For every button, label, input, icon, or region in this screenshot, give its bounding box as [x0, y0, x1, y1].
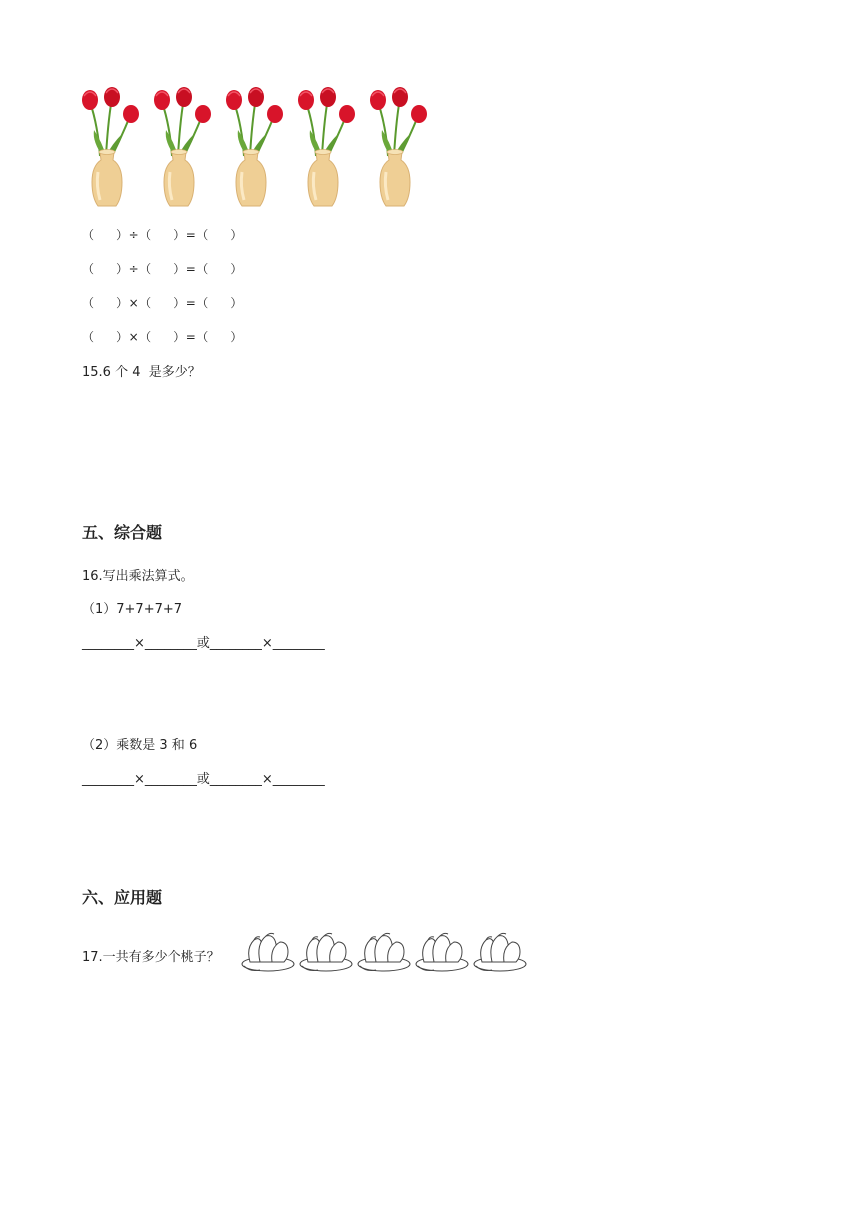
vase-with-tulips: [154, 87, 211, 206]
question-17-prompt: 17.一共有多少个桃子？: [82, 950, 220, 965]
question-15: 15.6 个 4 是多少？: [82, 365, 201, 380]
peach-plates-figure: [240, 928, 536, 978]
peach-plate: [474, 933, 526, 971]
question-16-part-1-answer[interactable]: ________×________或________×________: [82, 636, 325, 651]
peach-plate: [416, 933, 468, 971]
vase-with-tulips: [370, 87, 427, 206]
vase-with-tulips: [82, 87, 139, 206]
equation-blank-3[interactable]: （ ）×（ ）=（ ）: [82, 296, 243, 310]
tulip-vases-figure: [78, 86, 438, 212]
question-16-part-2-answer[interactable]: ________×________或________×________: [82, 772, 325, 787]
equation-blank-1[interactable]: （ ）÷（ ）=（ ）: [82, 228, 243, 242]
peach-plate: [300, 933, 352, 971]
vase-with-tulips: [298, 87, 355, 206]
equation-blank-2[interactable]: （ ）÷（ ）=（ ）: [82, 262, 243, 276]
peach-plate: [242, 933, 294, 971]
equation-blank-4[interactable]: （ ）×（ ）=（ ）: [82, 330, 243, 344]
question-16-prompt: 16.写出乘法算式。: [82, 569, 194, 584]
tulip-flower: [82, 90, 98, 110]
tulip-flower: [123, 105, 139, 123]
section-5-title: 五、综合题: [82, 523, 163, 542]
section-6-title: 六、应用题: [82, 888, 163, 907]
question-16-part-1: （1）7+7+7+7: [82, 602, 183, 617]
vase-with-tulips: [226, 87, 283, 206]
tulip-flower: [104, 87, 120, 107]
peach-plate: [358, 933, 410, 971]
question-16-part-2: （2）乘数是 3 和 6: [82, 738, 198, 753]
